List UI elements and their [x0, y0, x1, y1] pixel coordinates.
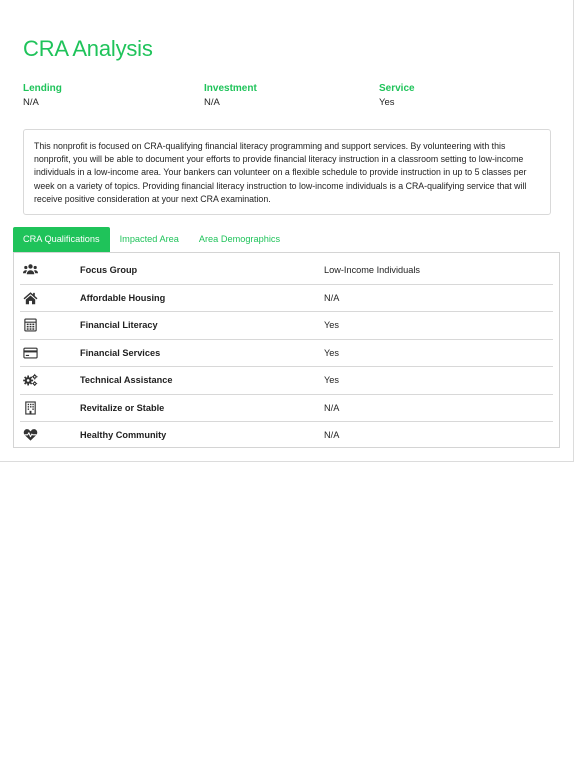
- credit-card-icon: [23, 346, 38, 360]
- metric-value: N/A: [204, 97, 220, 108]
- home-icon: [23, 291, 38, 305]
- qualification-name: Affordable Housing: [80, 292, 166, 303]
- qualification-value: Yes: [324, 375, 339, 385]
- metric-value: N/A: [23, 97, 39, 108]
- qualification-name: Technical Assistance: [80, 375, 173, 385]
- metric-label: Lending: [23, 83, 62, 94]
- qualification-name: Focus Group: [80, 265, 138, 275]
- table-row: [20, 367, 553, 395]
- metric-investment: [204, 83, 257, 109]
- qualification-value: Yes: [324, 320, 339, 330]
- users-icon: [23, 263, 38, 277]
- page-title: CRA Analysis: [23, 36, 153, 61]
- table-row: [20, 285, 553, 313]
- qualifications-table: [13, 252, 560, 448]
- metric-label: Investment: [204, 83, 257, 94]
- qualification-name: Financial Literacy: [80, 320, 158, 330]
- qualification-value: N/A: [324, 292, 340, 303]
- table-row: [20, 395, 553, 423]
- tab-impacted-area[interactable]: Impacted Area: [119, 234, 179, 244]
- qualification-name: Financial Services: [80, 347, 161, 358]
- metric-service: [379, 83, 415, 109]
- cogs-icon: [23, 373, 38, 387]
- table-row: [20, 257, 553, 285]
- metric-lending: [23, 83, 62, 109]
- table-row: [20, 422, 553, 449]
- description-box: [23, 129, 551, 215]
- heartbeat-icon: [23, 428, 38, 442]
- metric-value: Yes: [379, 97, 395, 108]
- calculator-icon: [23, 318, 38, 332]
- qualification-value: N/A: [324, 402, 340, 413]
- tab-area-demographics[interactable]: Area Demographics: [198, 234, 281, 244]
- building-icon: [23, 401, 38, 415]
- qualification-name: Revitalize or Stable: [80, 402, 165, 413]
- qualification-value: N/A: [324, 430, 340, 440]
- tab-bar: [13, 227, 290, 252]
- qualification-value: Low-Income Individuals: [324, 265, 421, 275]
- metric-label: Service: [379, 83, 415, 94]
- table-row: [20, 340, 553, 368]
- qualification-name: Healthy Community: [80, 430, 167, 440]
- qualification-value: Yes: [324, 347, 339, 358]
- tab-cra-qualifications[interactable]: CRA Qualifications: [13, 227, 110, 252]
- description-text: This nonprofit is focused on CRA-qualifying financial literacy programming and support services. By volunteering with this nonprofit, you will be able to document your efforts to provide financial literacy instruction in a classroom setting to low-income individuals in a low-income area. Your bankers can volunteer on a flexible schedule to provide instruction in up to 5 classes per week on a variety of topics. Providing financial literacy instruction to low-income individuals is a CRA-qualifying service that will receive positive consideration at your next CRA examination.: [34, 141, 527, 204]
- table-row: [20, 312, 553, 340]
